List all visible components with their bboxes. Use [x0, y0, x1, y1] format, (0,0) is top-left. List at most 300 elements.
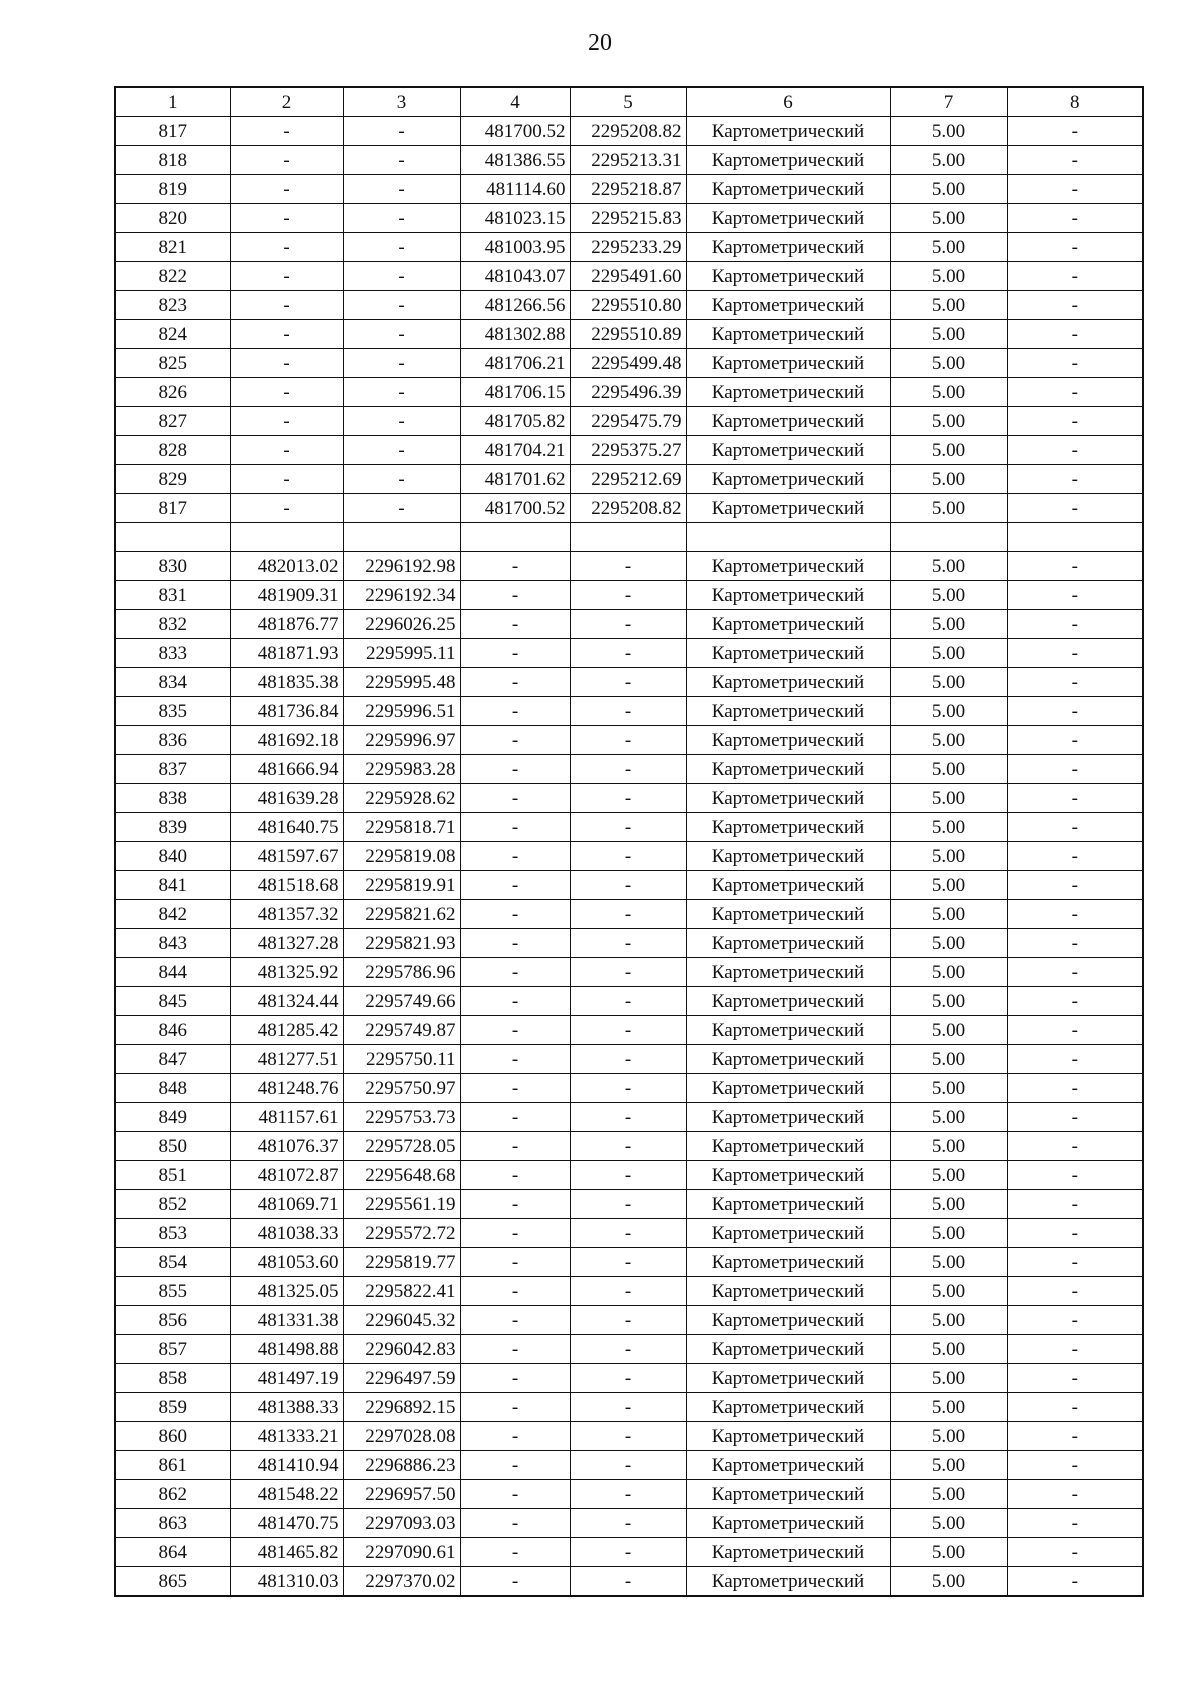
- x-coordinate-a-cell: 481277.51: [230, 1045, 343, 1074]
- y-coordinate-b-cell: -: [570, 871, 686, 900]
- point-number-cell: 864: [115, 1538, 230, 1567]
- x-coordinate-b-cell: -: [460, 1393, 570, 1422]
- y-coordinate-b-cell: 2295496.39: [570, 378, 686, 407]
- table-row: [115, 958, 1143, 987]
- y-coordinate-b-cell: -: [570, 755, 686, 784]
- note-cell: -: [1007, 639, 1143, 668]
- accuracy-cell: 5.00: [890, 291, 1007, 320]
- accuracy-cell: 5.00: [890, 1451, 1007, 1480]
- y-coordinate-b-cell: -: [570, 668, 686, 697]
- x-coordinate-b-cell: -: [460, 1190, 570, 1219]
- x-coordinate-a-cell: 481069.71: [230, 1190, 343, 1219]
- x-coordinate-b-cell: -: [460, 1480, 570, 1509]
- method-cell: Картометрический: [686, 755, 890, 784]
- x-coordinate-a-cell: -: [230, 378, 343, 407]
- y-coordinate-a-cell: 2297028.08: [343, 1422, 460, 1451]
- method-cell: Картометрический: [686, 1074, 890, 1103]
- x-coordinate-a-cell: 481639.28: [230, 784, 343, 813]
- method-cell: Картометрический: [686, 1016, 890, 1045]
- method-cell: Картометрический: [686, 117, 890, 146]
- y-coordinate-a-cell: 2295749.87: [343, 1016, 460, 1045]
- table-row: [115, 668, 1143, 697]
- accuracy-cell: 5.00: [890, 378, 1007, 407]
- point-number-cell: 850: [115, 1132, 230, 1161]
- header-cell-4: 4: [460, 87, 570, 117]
- x-coordinate-b-cell: 481266.56: [460, 291, 570, 320]
- y-coordinate-a-cell: 2295996.97: [343, 726, 460, 755]
- y-coordinate-a-cell: -: [343, 262, 460, 291]
- accuracy-cell: 5.00: [890, 842, 1007, 871]
- accuracy-cell: 5.00: [890, 1103, 1007, 1132]
- x-coordinate-a-cell: 481876.77: [230, 610, 343, 639]
- y-coordinate-a-cell: 2295995.11: [343, 639, 460, 668]
- note-cell: -: [1007, 233, 1143, 262]
- accuracy-cell: 5.00: [890, 407, 1007, 436]
- note-cell: -: [1007, 175, 1143, 204]
- y-coordinate-a-cell: 2296892.15: [343, 1393, 460, 1422]
- x-coordinate-a-cell: 481518.68: [230, 871, 343, 900]
- table-row: [115, 1422, 1143, 1451]
- x-coordinate-a-cell: 481666.94: [230, 755, 343, 784]
- point-number-cell: 846: [115, 1016, 230, 1045]
- y-coordinate-b-cell: -: [570, 1074, 686, 1103]
- y-coordinate-b-cell: -: [570, 958, 686, 987]
- y-coordinate-a-cell: 2295753.73: [343, 1103, 460, 1132]
- accuracy-cell: 5.00: [890, 1248, 1007, 1277]
- point-number-cell: 826: [115, 378, 230, 407]
- table-row: [115, 378, 1143, 407]
- accuracy-cell: 5.00: [890, 1538, 1007, 1567]
- table-row: [115, 1480, 1143, 1509]
- point-number-cell: 833: [115, 639, 230, 668]
- accuracy-cell: 5.00: [890, 494, 1007, 523]
- table-row: [115, 291, 1143, 320]
- x-coordinate-a-cell: 481053.60: [230, 1248, 343, 1277]
- accuracy-cell: 5.00: [890, 668, 1007, 697]
- note-cell: -: [1007, 291, 1143, 320]
- point-number-cell: 827: [115, 407, 230, 436]
- accuracy-cell: 5.00: [890, 929, 1007, 958]
- y-coordinate-b-cell: 2295208.82: [570, 494, 686, 523]
- point-number-cell: 856: [115, 1306, 230, 1335]
- point-number-cell: 821: [115, 233, 230, 262]
- y-coordinate-a-cell: 2296042.83: [343, 1335, 460, 1364]
- accuracy-cell: 5.00: [890, 1219, 1007, 1248]
- x-coordinate-b-cell: -: [460, 929, 570, 958]
- method-cell: Картометрический: [686, 1161, 890, 1190]
- x-coordinate-a-cell: -: [230, 233, 343, 262]
- accuracy-cell: 5.00: [890, 320, 1007, 349]
- y-coordinate-a-cell: -: [343, 494, 460, 523]
- note-cell: -: [1007, 668, 1143, 697]
- header-cell-7: 7: [890, 87, 1007, 117]
- x-coordinate-b-cell: -: [460, 610, 570, 639]
- table-row: [115, 1364, 1143, 1393]
- y-coordinate-b-cell: -: [570, 581, 686, 610]
- note-cell: -: [1007, 1567, 1143, 1597]
- accuracy-cell: 5.00: [890, 1161, 1007, 1190]
- y-coordinate-a-cell: 2295928.62: [343, 784, 460, 813]
- point-number-cell: 842: [115, 900, 230, 929]
- x-coordinate-a-cell: 481325.92: [230, 958, 343, 987]
- point-number-cell: 835: [115, 697, 230, 726]
- x-coordinate-a-cell: 481038.33: [230, 1219, 343, 1248]
- table-row: [115, 1277, 1143, 1306]
- method-cell: Картометрический: [686, 871, 890, 900]
- x-coordinate-a-cell: 481498.88: [230, 1335, 343, 1364]
- method-cell: Картометрический: [686, 1132, 890, 1161]
- table-row: [115, 407, 1143, 436]
- x-coordinate-b-cell: -: [460, 1538, 570, 1567]
- y-coordinate-a-cell: 2295819.77: [343, 1248, 460, 1277]
- x-coordinate-a-cell: -: [230, 175, 343, 204]
- x-coordinate-b-cell: -: [460, 1422, 570, 1451]
- point-number-cell: 862: [115, 1480, 230, 1509]
- method-cell: Картометрический: [686, 1248, 890, 1277]
- y-coordinate-a-cell: -: [343, 436, 460, 465]
- y-coordinate-b-cell: 2295510.80: [570, 291, 686, 320]
- table-row: [115, 494, 1143, 523]
- method-cell: Картометрический: [686, 407, 890, 436]
- table-row: [115, 233, 1143, 262]
- note-cell: -: [1007, 1016, 1143, 1045]
- y-coordinate-a-cell: 2295818.71: [343, 813, 460, 842]
- point-number-cell: 831: [115, 581, 230, 610]
- x-coordinate-b-cell: -: [460, 1132, 570, 1161]
- point-number-cell: 840: [115, 842, 230, 871]
- x-coordinate-a-cell: 481909.31: [230, 581, 343, 610]
- x-coordinate-a-cell: 481248.76: [230, 1074, 343, 1103]
- x-coordinate-b-cell: -: [460, 1161, 570, 1190]
- point-number-cell: 861: [115, 1451, 230, 1480]
- table-row: [115, 117, 1143, 146]
- y-coordinate-a-cell: 2295983.28: [343, 755, 460, 784]
- y-coordinate-a-cell: -: [343, 175, 460, 204]
- x-coordinate-a-cell: 481470.75: [230, 1509, 343, 1538]
- x-coordinate-b-cell: -: [460, 1277, 570, 1306]
- accuracy-cell: 5.00: [890, 1074, 1007, 1103]
- method-cell: Картометрический: [686, 1538, 890, 1567]
- y-coordinate-a-cell: 2296957.50: [343, 1480, 460, 1509]
- x-coordinate-a-cell: 481497.19: [230, 1364, 343, 1393]
- point-number-cell: 817: [115, 494, 230, 523]
- y-coordinate-a-cell: 2297090.61: [343, 1538, 460, 1567]
- x-coordinate-a-cell: 481310.03: [230, 1567, 343, 1597]
- y-coordinate-b-cell: -: [570, 1509, 686, 1538]
- point-number-cell: 851: [115, 1161, 230, 1190]
- note-cell: -: [1007, 320, 1143, 349]
- y-coordinate-a-cell: 2295821.62: [343, 900, 460, 929]
- table-row: [115, 1016, 1143, 1045]
- note-cell: -: [1007, 1161, 1143, 1190]
- accuracy-cell: 5.00: [890, 1045, 1007, 1074]
- note-cell: -: [1007, 958, 1143, 987]
- y-coordinate-b-cell: -: [570, 1538, 686, 1567]
- accuracy-cell: 5.00: [890, 1422, 1007, 1451]
- x-coordinate-a-cell: -: [230, 436, 343, 465]
- method-cell: Картометрический: [686, 900, 890, 929]
- x-coordinate-b-cell: 481700.52: [460, 117, 570, 146]
- note-cell: -: [1007, 436, 1143, 465]
- accuracy-cell: 5.00: [890, 813, 1007, 842]
- y-coordinate-b-cell: 2295218.87: [570, 175, 686, 204]
- table-row: [115, 436, 1143, 465]
- accuracy-cell: 5.00: [890, 1509, 1007, 1538]
- y-coordinate-a-cell: 2295561.19: [343, 1190, 460, 1219]
- table-row: [115, 726, 1143, 755]
- note-cell: -: [1007, 1538, 1143, 1567]
- x-coordinate-a-cell: 481548.22: [230, 1480, 343, 1509]
- y-coordinate-b-cell: -: [570, 929, 686, 958]
- note-cell: -: [1007, 1480, 1143, 1509]
- point-number-cell: 858: [115, 1364, 230, 1393]
- method-cell: [686, 523, 890, 552]
- note-cell: -: [1007, 117, 1143, 146]
- point-number-cell: 828: [115, 436, 230, 465]
- y-coordinate-a-cell: 2295786.96: [343, 958, 460, 987]
- method-cell: Картометрический: [686, 842, 890, 871]
- point-number-cell: 848: [115, 1074, 230, 1103]
- method-cell: Картометрический: [686, 1480, 890, 1509]
- point-number-cell: 863: [115, 1509, 230, 1538]
- method-cell: Картометрический: [686, 1190, 890, 1219]
- y-coordinate-a-cell: 2296192.98: [343, 552, 460, 581]
- y-coordinate-b-cell: 2295510.89: [570, 320, 686, 349]
- x-coordinate-b-cell: -: [460, 900, 570, 929]
- method-cell: Картометрический: [686, 1451, 890, 1480]
- note-cell: -: [1007, 1422, 1143, 1451]
- table-row: [115, 1219, 1143, 1248]
- note-cell: -: [1007, 1103, 1143, 1132]
- y-coordinate-b-cell: 2295475.79: [570, 407, 686, 436]
- x-coordinate-b-cell: -: [460, 813, 570, 842]
- table-row: [115, 1074, 1143, 1103]
- x-coordinate-b-cell: 481705.82: [460, 407, 570, 436]
- point-number-cell: 847: [115, 1045, 230, 1074]
- note-cell: -: [1007, 1393, 1143, 1422]
- y-coordinate-b-cell: 2295499.48: [570, 349, 686, 378]
- note-cell: -: [1007, 784, 1143, 813]
- y-coordinate-a-cell: 2295749.66: [343, 987, 460, 1016]
- y-coordinate-b-cell: -: [570, 842, 686, 871]
- table-header: [115, 87, 1143, 117]
- table-row: [115, 1335, 1143, 1364]
- x-coordinate-a-cell: 481333.21: [230, 1422, 343, 1451]
- y-coordinate-a-cell: -: [343, 204, 460, 233]
- x-coordinate-b-cell: -: [460, 1567, 570, 1597]
- accuracy-cell: 5.00: [890, 755, 1007, 784]
- method-cell: Картометрический: [686, 494, 890, 523]
- method-cell: Картометрический: [686, 1219, 890, 1248]
- y-coordinate-b-cell: -: [570, 987, 686, 1016]
- accuracy-cell: 5.00: [890, 1132, 1007, 1161]
- x-coordinate-a-cell: [230, 523, 343, 552]
- y-coordinate-b-cell: 2295375.27: [570, 436, 686, 465]
- y-coordinate-a-cell: 2295821.93: [343, 929, 460, 958]
- y-coordinate-b-cell: -: [570, 1103, 686, 1132]
- y-coordinate-b-cell: 2295208.82: [570, 117, 686, 146]
- y-coordinate-b-cell: 2295215.83: [570, 204, 686, 233]
- accuracy-cell: 5.00: [890, 262, 1007, 291]
- y-coordinate-a-cell: 2296497.59: [343, 1364, 460, 1393]
- note-cell: -: [1007, 987, 1143, 1016]
- note-cell: -: [1007, 1190, 1143, 1219]
- table-row: [115, 1567, 1143, 1597]
- y-coordinate-a-cell: 2295648.68: [343, 1161, 460, 1190]
- x-coordinate-b-cell: -: [460, 581, 570, 610]
- y-coordinate-b-cell: -: [570, 1132, 686, 1161]
- point-number-cell: 822: [115, 262, 230, 291]
- y-coordinate-b-cell: -: [570, 610, 686, 639]
- header-cell-2: 2: [230, 87, 343, 117]
- method-cell: Картометрический: [686, 697, 890, 726]
- point-number-cell: 824: [115, 320, 230, 349]
- y-coordinate-b-cell: -: [570, 697, 686, 726]
- x-coordinate-b-cell: 481700.52: [460, 494, 570, 523]
- accuracy-cell: 5.00: [890, 900, 1007, 929]
- point-number-cell: 829: [115, 465, 230, 494]
- accuracy-cell: 5.00: [890, 436, 1007, 465]
- table-row: [115, 1509, 1143, 1538]
- note-cell: -: [1007, 204, 1143, 233]
- x-coordinate-b-cell: -: [460, 755, 570, 784]
- method-cell: Картометрический: [686, 1567, 890, 1597]
- accuracy-cell: 5.00: [890, 552, 1007, 581]
- table-row: [115, 987, 1143, 1016]
- note-cell: -: [1007, 407, 1143, 436]
- y-coordinate-a-cell: -: [343, 407, 460, 436]
- note-cell: -: [1007, 1219, 1143, 1248]
- y-coordinate-a-cell: -: [343, 378, 460, 407]
- accuracy-cell: 5.00: [890, 1480, 1007, 1509]
- table-row: [115, 1393, 1143, 1422]
- y-coordinate-a-cell: 2295819.08: [343, 842, 460, 871]
- y-coordinate-b-cell: -: [570, 639, 686, 668]
- header-cell-3: 3: [343, 87, 460, 117]
- x-coordinate-b-cell: -: [460, 697, 570, 726]
- accuracy-cell: 5.00: [890, 1277, 1007, 1306]
- note-cell: -: [1007, 610, 1143, 639]
- x-coordinate-b-cell: 481003.95: [460, 233, 570, 262]
- method-cell: Картометрический: [686, 987, 890, 1016]
- header-cell-8: 8: [1007, 87, 1143, 117]
- y-coordinate-b-cell: -: [570, 813, 686, 842]
- x-coordinate-b-cell: 481023.15: [460, 204, 570, 233]
- x-coordinate-b-cell: 481043.07: [460, 262, 570, 291]
- y-coordinate-b-cell: -: [570, 1422, 686, 1451]
- point-number-cell: 825: [115, 349, 230, 378]
- table-row: [115, 929, 1143, 958]
- x-coordinate-b-cell: -: [460, 784, 570, 813]
- note-cell: -: [1007, 1509, 1143, 1538]
- method-cell: Картометрический: [686, 1103, 890, 1132]
- y-coordinate-a-cell: -: [343, 465, 460, 494]
- point-number-cell: 832: [115, 610, 230, 639]
- x-coordinate-b-cell: -: [460, 1103, 570, 1132]
- accuracy-cell: 5.00: [890, 1306, 1007, 1335]
- method-cell: Картометрический: [686, 552, 890, 581]
- note-cell: -: [1007, 842, 1143, 871]
- accuracy-cell: 5.00: [890, 610, 1007, 639]
- x-coordinate-b-cell: -: [460, 639, 570, 668]
- y-coordinate-b-cell: -: [570, 1451, 686, 1480]
- note-cell: -: [1007, 378, 1143, 407]
- x-coordinate-a-cell: 482013.02: [230, 552, 343, 581]
- method-cell: Картометрический: [686, 436, 890, 465]
- y-coordinate-a-cell: 2297370.02: [343, 1567, 460, 1597]
- y-coordinate-a-cell: 2296886.23: [343, 1451, 460, 1480]
- x-coordinate-a-cell: 481327.28: [230, 929, 343, 958]
- table-row: [115, 349, 1143, 378]
- x-coordinate-b-cell: -: [460, 1045, 570, 1074]
- method-cell: Картометрический: [686, 320, 890, 349]
- x-coordinate-a-cell: -: [230, 146, 343, 175]
- y-coordinate-b-cell: -: [570, 552, 686, 581]
- note-cell: -: [1007, 726, 1143, 755]
- y-coordinate-a-cell: 2295995.48: [343, 668, 460, 697]
- table-row: [115, 146, 1143, 175]
- method-cell: Картометрический: [686, 262, 890, 291]
- y-coordinate-a-cell: 2295572.72: [343, 1219, 460, 1248]
- y-coordinate-b-cell: -: [570, 1480, 686, 1509]
- header-row: [115, 87, 1143, 117]
- accuracy-cell: 5.00: [890, 1393, 1007, 1422]
- x-coordinate-a-cell: -: [230, 117, 343, 146]
- x-coordinate-b-cell: -: [460, 871, 570, 900]
- note-cell: -: [1007, 929, 1143, 958]
- method-cell: Картометрический: [686, 1509, 890, 1538]
- y-coordinate-a-cell: -: [343, 146, 460, 175]
- note-cell: -: [1007, 1045, 1143, 1074]
- method-cell: Картометрический: [686, 610, 890, 639]
- note-cell: -: [1007, 552, 1143, 581]
- y-coordinate-b-cell: -: [570, 900, 686, 929]
- method-cell: Картометрический: [686, 1364, 890, 1393]
- y-coordinate-a-cell: 2295750.97: [343, 1074, 460, 1103]
- point-number-cell: 839: [115, 813, 230, 842]
- point-number-cell: 817: [115, 117, 230, 146]
- y-coordinate-b-cell: -: [570, 1161, 686, 1190]
- page-number: 20: [588, 30, 612, 56]
- x-coordinate-b-cell: 481386.55: [460, 146, 570, 175]
- x-coordinate-b-cell: 481701.62: [460, 465, 570, 494]
- y-coordinate-a-cell: -: [343, 349, 460, 378]
- x-coordinate-a-cell: 481410.94: [230, 1451, 343, 1480]
- table-row: [115, 842, 1143, 871]
- accuracy-cell: 5.00: [890, 117, 1007, 146]
- accuracy-cell: 5.00: [890, 987, 1007, 1016]
- accuracy-cell: 5.00: [890, 146, 1007, 175]
- method-cell: Картометрический: [686, 291, 890, 320]
- x-coordinate-b-cell: -: [460, 1509, 570, 1538]
- x-coordinate-b-cell: -: [460, 958, 570, 987]
- point-number-cell: 854: [115, 1248, 230, 1277]
- table-row: [115, 900, 1143, 929]
- x-coordinate-a-cell: -: [230, 407, 343, 436]
- table-row: [115, 755, 1143, 784]
- x-coordinate-b-cell: -: [460, 726, 570, 755]
- note-cell: -: [1007, 581, 1143, 610]
- y-coordinate-a-cell: -: [343, 320, 460, 349]
- method-cell: Картометрический: [686, 465, 890, 494]
- method-cell: Картометрический: [686, 784, 890, 813]
- accuracy-cell: 5.00: [890, 958, 1007, 987]
- header-cell-6: 6: [686, 87, 890, 117]
- y-coordinate-b-cell: 2295233.29: [570, 233, 686, 262]
- header-cell-1: 1: [115, 87, 230, 117]
- y-coordinate-a-cell: [343, 523, 460, 552]
- accuracy-cell: 5.00: [890, 639, 1007, 668]
